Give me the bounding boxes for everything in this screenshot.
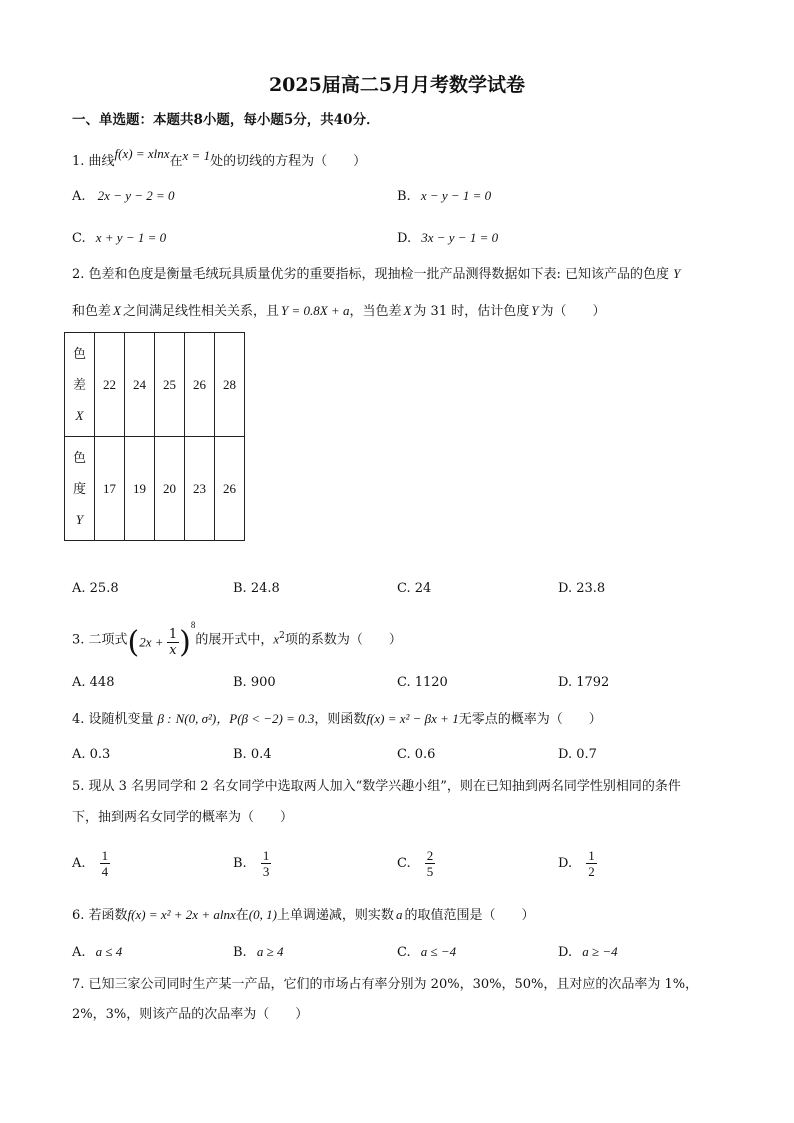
q4-option-d: D. 0.7 (558, 747, 597, 762)
q4-option-c: C. 0.6 (397, 747, 436, 762)
q6-function: f(x) = x² + 2x + alnx (127, 907, 236, 922)
table-cell: 20 (155, 437, 185, 541)
table-header-cell: 色 度 Y (65, 437, 95, 541)
page-title: 2025届高二5月月考数学试卷 (268, 74, 526, 96)
q1-option-c: C. x + y − 1 = 0 (72, 230, 167, 246)
q1-option-d: D. 3x − y − 1 = 0 (397, 230, 499, 246)
q2-option-b: B. 24.8 (233, 581, 280, 596)
q2-option-a: A. 25.8 (72, 581, 119, 596)
question-2-line-2: 和色差 X 之间满足线性相关关系，且 Y = 0.8X + a，当色差 X 为 31 时，估计色度 Y 为（ ） (72, 303, 606, 319)
q3-option-d: D. 1792 (558, 675, 610, 690)
table-row (65, 333, 245, 437)
q1-function: f(x) = xlnx (114, 146, 170, 161)
table-cell: 24 (125, 333, 155, 437)
question-7-line-1: 7. 已知三家公司同时生产某一产品，它们的市场占有率分别为 20%，30%，50%，且对应的次品率为 1%， (72, 977, 699, 992)
table-cell: 22 (95, 333, 125, 437)
table-cell: 25 (155, 333, 185, 437)
table-header-cell: 色 差 X (65, 333, 95, 437)
question-2-line-1: 2. 色差和色度是衡量毛绒玩具质量优劣的重要指标，现抽检一批产品测得数据如下表: 已知该产品的色度 Y (72, 266, 681, 282)
question-3: 3. 二项式(2x + $\frac{1}{x}$ )$^8$的展开式中，$x^2$项的系数为（ ） (72, 619, 402, 660)
q1-option-b: B. x − y − 1 = 0 (397, 188, 492, 204)
table-cell: 26 (185, 333, 215, 437)
table-cell: 19 (125, 437, 155, 541)
q6-option-d: D. a ≥ −4 (558, 944, 618, 960)
table-cell: 17 (95, 437, 125, 541)
q3-option-a: A. 448 (72, 675, 115, 690)
q4-distribution: N(0, σ²) (175, 711, 217, 726)
table-row (65, 437, 245, 541)
data-table (64, 332, 245, 541)
q4-option-b: B. 0.4 (233, 747, 272, 762)
q5-option-d: D. $\frac{1}{2}$ (558, 848, 595, 879)
q2-option-c: C. 24 (397, 581, 432, 596)
table-cell: 26 (215, 437, 245, 541)
q3-option-c: C. 1120 (397, 675, 448, 690)
q2-regression-equation: Y = 0.8X + a (280, 303, 350, 318)
q4-option-a: A. 0.3 (72, 747, 111, 762)
section-heading: 一、单选题：本题共8小题，每小题5分，共40分． (72, 112, 380, 128)
q3-option-b: B. 900 (233, 675, 276, 690)
q5-option-c: C. $\frac{2}{5}$ (397, 848, 434, 879)
question-4: 4. 设随机变量 β : N(0, σ²)，P(β < −2) = 0.3，则函数f(x) = x² − βx + 1无零点的概率为（ ） (72, 711, 602, 727)
question-5-line-2: 下，抽到两名女同学的概率为（ ） (72, 810, 294, 825)
q6-option-c: C. a ≤ −4 (397, 944, 457, 960)
q1-option-a: A. 2x − y − 2 = 0 (72, 188, 175, 204)
q4-function: f(x) = x² − βx + 1 (366, 711, 459, 726)
q5-option-b: B. $\frac{1}{3}$ (233, 848, 270, 879)
q3-binomial: (2x + $\frac{1}{x}$ )$^8$ (127, 619, 196, 660)
q2-option-d: D. 23.8 (558, 581, 606, 596)
q5-option-a: A. $\frac{1}{4}$ (72, 848, 109, 879)
table-cell: 23 (185, 437, 215, 541)
question-5-line-1: 5. 现从 3 名男同学和 2 名女同学中选取两人加入“数学兴趣小组”，则在已知抽到两名同学性别相同的条件 (72, 779, 681, 794)
question-7-line-2: 2%，3%，则该产品的次品率为（ ） (72, 1007, 309, 1022)
q6-option-a: A. a ≤ 4 (72, 944, 123, 960)
question-6: 6. 若函数f(x) = x² + 2x + alnx在(0, 1)上单调递减，则实数 a 的取值范围是（ ） (72, 907, 535, 923)
table-cell: 28 (215, 333, 245, 437)
q6-option-b: B. a ≥ 4 (233, 944, 284, 960)
question-1: 1. 曲线f(x) = xlnx在x = 1处的切线的方程为（ ） (72, 146, 367, 169)
